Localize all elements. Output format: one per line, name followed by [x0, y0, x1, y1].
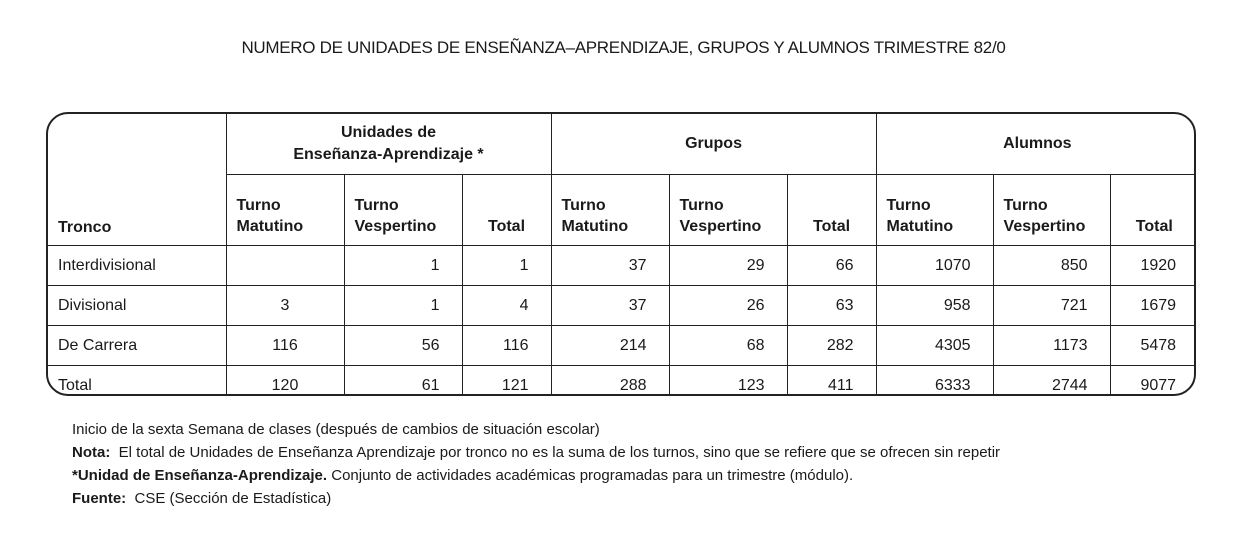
group-header-alumnos: Alumnos: [876, 114, 1196, 175]
group-header-grupos: Grupos: [551, 114, 876, 175]
table-cell: 1: [344, 286, 462, 326]
table-cell: 123: [669, 366, 787, 397]
data-table-frame: [46, 112, 1196, 396]
table-row: [48, 246, 1196, 286]
subheader-turno-vespertino: Turno Vespertino: [344, 175, 462, 246]
subheader-turno-vespertino: Turno Vespertino: [669, 175, 787, 246]
group-header-unidades: [226, 114, 551, 175]
table-cell: 68: [669, 326, 787, 366]
data-table: [48, 114, 1196, 396]
subheader-turno-matutino: Turno Matutino: [226, 175, 344, 246]
table-cell: 1: [462, 246, 551, 286]
group-header-unidades-line1: Unidades de: [340, 124, 437, 141]
table-cell: 1920: [1110, 246, 1196, 286]
table-cell: 1: [344, 246, 462, 286]
row-label: Interdivisional: [48, 246, 226, 286]
table-cell: 37: [551, 286, 669, 326]
table-cell: 2744: [993, 366, 1110, 397]
table-cell: 288: [551, 366, 669, 397]
note-nota: [72, 441, 1000, 464]
table-cell: 4305: [876, 326, 993, 366]
note-fuente-text: CSE (Sección de Estadística): [134, 490, 332, 507]
note-fuente: [72, 487, 1000, 510]
table-cell: 850: [993, 246, 1110, 286]
table-row: [48, 286, 1196, 326]
table-cell: 66: [787, 246, 876, 286]
table-cell: 958: [876, 286, 993, 326]
subheader-total: Total: [787, 175, 876, 246]
subheader-total: Total: [1110, 175, 1196, 246]
note-unidad-label: *Unidad de Enseñanza-Aprendizaje.: [72, 467, 328, 484]
row-label: De Carrera: [48, 326, 226, 366]
table-cell: 26: [669, 286, 787, 326]
table-cell: 116: [462, 326, 551, 366]
table-cell: 63: [787, 286, 876, 326]
note-nota-text: El total de Unidades de Enseñanza Aprendizaje por tronco no es la suma de los turnos, sino que se refiere que se ofrecen sin repetir: [118, 444, 1001, 461]
page-title: NUMERO DE UNIDADES DE ENSEÑANZA–APRENDIZAJE, GRUPOS Y ALUMNOS TRIMESTRE 82/0: [241, 38, 1006, 57]
table-cell: 6333: [876, 366, 993, 397]
table-cell: 5478: [1110, 326, 1196, 366]
subheader-turno-matutino: Turno Matutino: [876, 175, 993, 246]
table-cell: 411: [787, 366, 876, 397]
row-label: Divisional: [48, 286, 226, 326]
table-cell: 721: [993, 286, 1110, 326]
subheader-turno-matutino: Turno Matutino: [551, 175, 669, 246]
note-unidad-text: Conjunto de actividades académicas programadas para un trimestre (módulo).: [331, 467, 854, 484]
table-cell: 121: [462, 366, 551, 397]
table-cell: [226, 246, 344, 286]
note-fuente-label: Fuente:: [72, 490, 127, 507]
table-cell: 1173: [993, 326, 1110, 366]
table-cell: 37: [551, 246, 669, 286]
footnotes: [72, 418, 1000, 510]
table-row-total: [48, 366, 1196, 397]
table-cell: 9077: [1110, 366, 1196, 397]
table-cell: 282: [787, 326, 876, 366]
row-label: Total: [48, 366, 226, 397]
table-cell: 29: [669, 246, 787, 286]
note-inicio: Inicio de la sexta Semana de clases (después de cambios de situación escolar): [72, 421, 600, 438]
note-unidad: [72, 464, 1000, 487]
table-cell: 120: [226, 366, 344, 397]
note-nota-label: Nota:: [72, 444, 111, 461]
subheader-turno-vespertino: Turno Vespertino: [993, 175, 1110, 246]
table-row: [48, 326, 1196, 366]
group-header-unidades-line2: Enseñanza-Aprendizaje *: [293, 146, 484, 163]
table-cell: 61: [344, 366, 462, 397]
table-cell: 214: [551, 326, 669, 366]
table-cell: 116: [226, 326, 344, 366]
table-cell: 4: [462, 286, 551, 326]
table-cell: 3: [226, 286, 344, 326]
table-cell: 1070: [876, 246, 993, 286]
column-header-tronco: Tronco: [48, 114, 226, 246]
subheader-total: Total: [462, 175, 551, 246]
table-cell: 56: [344, 326, 462, 366]
table-cell: 1679: [1110, 286, 1196, 326]
